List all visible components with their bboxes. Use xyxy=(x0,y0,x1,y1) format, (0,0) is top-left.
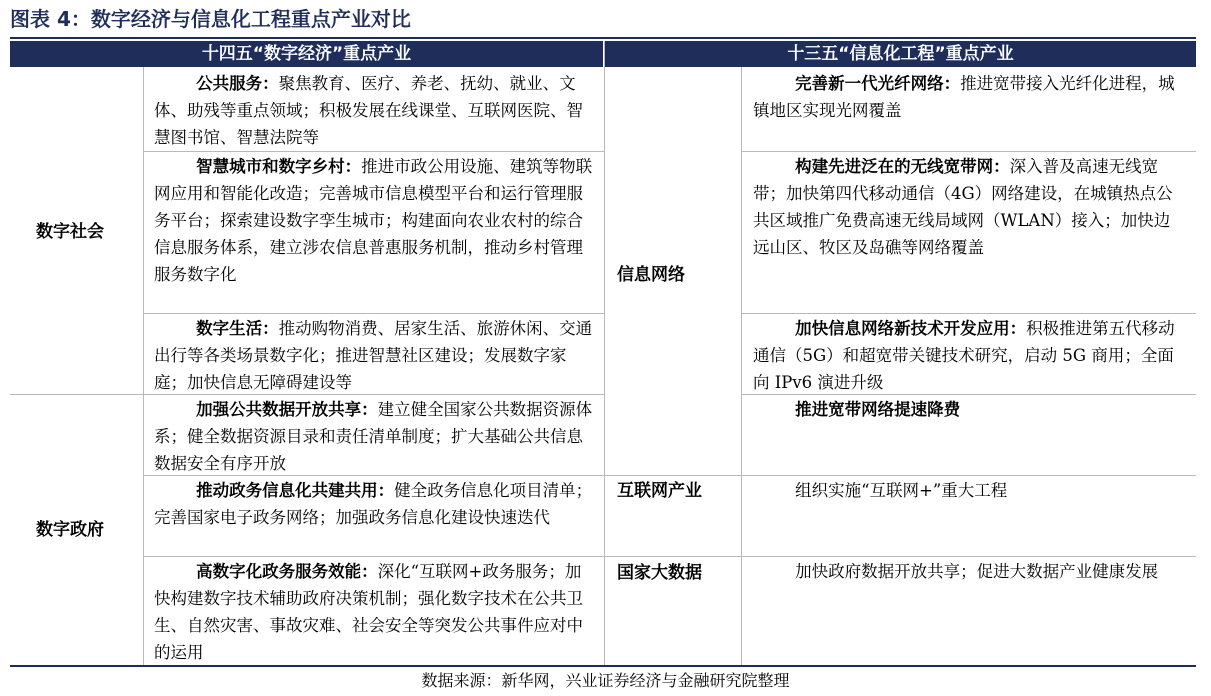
item-text: 组织实施“互联网+”重大工程 xyxy=(795,481,1008,500)
grid-line xyxy=(741,394,1196,395)
item-text: 推进市政公用设施、建筑等物联网应用和智能化改造；完善城市信息模型平台和运行管理服务平台；探索建设数字孪生城市；构建面向农业农村的综合信息服务体系，建立涉农信息普惠服务机制，推动乡村管理服务数字化 xyxy=(154,157,593,284)
right-cell-fiber-network xyxy=(753,70,1185,151)
table-bottom-rule xyxy=(10,665,1196,667)
item-text: 深化“互联网+政务服务；加快构建数字技术辅助政府决策机制；强化数字技术在公共卫生、自然灾害、事故灾难、社会安全等突发公共事件应对中的运用 xyxy=(154,562,583,662)
left-cell-digital-life xyxy=(154,315,594,394)
item-title: 加强公共数据开放共享： xyxy=(196,400,378,419)
right-cell-big-data xyxy=(753,558,1185,665)
left-cell-public-service xyxy=(154,70,594,151)
header-left: 十四五“数字经济”重点产业 xyxy=(10,41,603,67)
figure-title: 图表 4：数字经济与信息化工程重点产业对比 xyxy=(10,7,411,31)
item-title: 推进宽带网络提速降费 xyxy=(795,400,961,419)
right-cell-internet-plus xyxy=(753,477,1185,556)
grid-line xyxy=(10,394,604,395)
item-title: 公共服务： xyxy=(196,74,279,93)
item-text: 深入普及高速无线宽带；加快第四代移动通信（4G）网络建设，在城镇热点公共区域推广免费高速无线局域网（WLAN）接入；加快边远山区、牧区及岛礁等网络覆盖 xyxy=(753,157,1173,257)
left-cell-gov-service-efficiency xyxy=(154,558,594,665)
item-text: 加快政府数据开放共享；促进大数据产业健康发展 xyxy=(795,562,1159,581)
grid-line xyxy=(741,151,1196,152)
category-big-data: 国家大数据 xyxy=(617,563,702,583)
grid-line xyxy=(143,313,604,314)
grid-line xyxy=(604,41,605,665)
item-text: 推进宽带接入光纤化进程，城镇地区实现光网覆盖 xyxy=(753,74,1175,120)
category-digital-society: 数字社会 xyxy=(36,222,104,242)
category-internet-industry: 互联网产业 xyxy=(617,481,702,501)
item-title: 数字生活： xyxy=(196,319,279,338)
item-text: 积极推进第五代移动通信（5G）和超宽带关键技术研究，启动 5G 商用；全面向 IPv6 演进升级 xyxy=(753,319,1175,392)
grid-line xyxy=(143,67,144,665)
right-cell-wireless-broadband xyxy=(753,153,1185,313)
category-info-network: 信息网络 xyxy=(617,265,685,285)
grid-line xyxy=(604,475,1196,476)
grid-line xyxy=(604,556,1196,557)
grid-line xyxy=(741,67,742,665)
item-title: 推动政务信息化共建共用： xyxy=(196,481,395,500)
left-cell-public-data xyxy=(154,396,594,475)
item-title: 构建先进泛在的无线宽带网： xyxy=(795,157,1010,176)
title-rule xyxy=(10,37,1196,39)
item-text: 建立健全国家公共数据资源体系；健全数据资源目录和责任清单制度；扩大基础公共信息数据安全有序开放 xyxy=(154,400,593,473)
item-text: 聚焦教育、医疗、养老、抚幼、就业、文体、助残等重点领域；积极发展在线课堂、互联网医院、智慧图书馆、智慧法院等 xyxy=(154,74,583,147)
item-title: 智慧城市和数字乡村： xyxy=(196,157,362,176)
grid-line xyxy=(741,313,1196,314)
item-title: 高数字化政务服务效能： xyxy=(196,562,378,581)
item-text: 推动购物消费、居家生活、旅游休闲、交通出行等各类场景数字化；推进智慧社区建设；发展数字家庭；加快信息无障碍建设等 xyxy=(154,319,593,392)
left-cell-gov-informatization xyxy=(154,477,594,556)
right-cell-broadband-speedup xyxy=(753,396,1185,475)
item-title: 完善新一代光纤网络： xyxy=(795,74,961,93)
header-right: 十三五“信息化工程”重点产业 xyxy=(605,41,1196,67)
grid-line xyxy=(143,556,604,557)
item-text: 健全政务信息化项目清单；完善国家电子政务网络；加强政务信息化建设快速迭代 xyxy=(154,481,593,527)
category-digital-government: 数字政府 xyxy=(36,520,104,540)
data-source: 数据来源：新华网，兴业证券经济与金融研究院整理 xyxy=(421,671,790,690)
item-title: 加快信息网络新技术开发应用： xyxy=(795,319,1027,338)
grid-line xyxy=(143,475,604,476)
left-cell-smart-city xyxy=(154,153,594,313)
right-cell-network-tech xyxy=(753,315,1185,394)
grid-line xyxy=(143,151,604,152)
